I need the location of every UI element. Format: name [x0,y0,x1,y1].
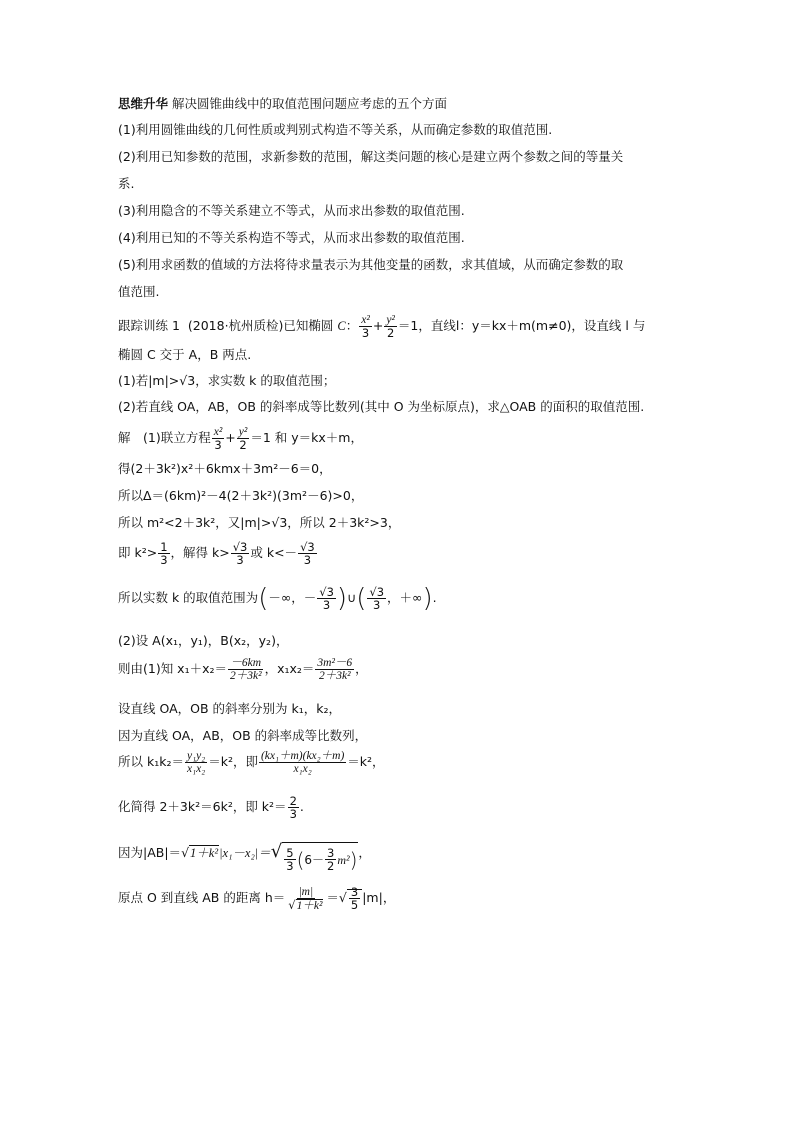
line-equation: l：y＝kx＋m(m≠0)，设直线 l 与 [455,318,646,333]
solution-step-4: 所以 m²<2＋3k²，又|m|>√3，所以 2＋3k²>3， [118,515,401,530]
question-1: (1)若|m|>√3，求实数 k 的取值范围； [118,373,336,388]
summary-point-5a: (5)利用求函数的值域的方法将待求量表示为其他变量的函数，求其值域，从而确定参数的取 [118,257,624,272]
summary-title: 思维升华 [118,96,169,111]
summary-point-3: (3)利用隐含的不等关系建立不等式，从而求出参数的取值范围. [118,203,465,218]
summary-subtitle: 解决圆锥曲线中的取值范围问题应考虑的五个方面 [172,96,448,111]
summary-heading [118,96,447,112]
summary-point-2b: 系. [118,176,135,191]
solution-step-7: (2)设 A(x₁，y₁)，B(x₂，y₂)， [118,633,289,648]
exercise-line-2: 椭圆 C 交于 A，B 两点. [118,347,252,362]
question-2: (2)若直线 OA，AB，OB 的斜率成等比数列(其中 O 为坐标原点)，求△OAB 的面积的取值范围. [118,399,645,414]
solution-step-9: 设直线 OA，OB 的斜率分别为 k₁，k₂， [118,701,342,716]
summary-point-2a: (2)利用已知参数的范围，求新参数的范围，解这类问题的核心是建立两个参数之间的等量关 [118,149,624,164]
solution-step-12: 化简得 2＋3k²＝6k²，即 k²＝ $\frac{2}{3}$ . [118,794,304,821]
exercise-statement: 跟踪训练 1 (2018·杭州质检)已知椭圆 C： $\frac{\text{x²}}{3}$ + $\frac{\text{y²}}{2}$ ＝1，直线l：y＝kx＋m(m≠0)，设直线 l 与 [118,314,646,340]
solution-step-14: 原点 O 到直线 AB 的距离 h＝ $\frac{|m|}{\text{√1＋k²}}$ ＝√ $\frac{3}{5}$ |m|， [118,885,396,912]
solution-step-2: 得(2＋3k²)x²＋6kmx＋3m²－6＝0， [118,461,332,476]
solution-step-10: 因为直线 OA，AB，OB 的斜率成等比数列， [118,728,368,743]
summary-point-4: (4)利用已知的不等关系构造不等式，从而求出参数的取值范围. [118,230,465,245]
ellipse-fraction-y: $\frac{\text{y²}}{2}$ [386,314,395,340]
solution-step-13: 因为|AB|＝√1＋k²|x₁－x₂|＝√ $\frac{5}{3}$ ( 6－ $\frac{3}{2}$ m² ) ， [118,835,371,877]
solution-step-1: 解 (1)联立方程 $\frac{\text{x²}}{3}$ + $\frac{\text{y²}}{2}$ ＝1 和 y＝kx＋m， [118,426,363,452]
solution-step-3: 所以Δ＝(6km)²－4(2＋3k²)(3m²－6)>0， [118,488,364,503]
solution-step-11: 所以 k₁k₂＝ $\frac{\text{y₁y₂}}{\text{x₁x₂}}$ ＝k²，即 $\frac{\text{(kx₁＋m)(kx₂＋m)}}{\text{x₁x₂}}$ ＝k²， [118,750,385,775]
solution-step-6: 所以实数 k 的取值范围为(－∞，－ $\frac{√3}{3}$ )∪( $\frac{√3}{3}$ ，＋∞). [118,583,437,614]
ellipse-fraction-x: $\frac{\text{x²}}{3}$ [361,314,370,340]
solution-step-8: 则由(1)知 x₁＋x₂＝ $\frac{-6km}{\text{2＋3k²}}$ ，x₁x₂＝ $\frac{\text{3m²－6}}{\text{2＋3k²}}$ ， [118,657,368,682]
solution-step-5: 即 k²> $\frac{1}{3}$ ，解得 k> $\frac{√3}{3}$ 或 k<－ $\frac{√3}{3}$ [118,540,315,567]
summary-point-1: (1)利用圆锥曲线的几何性质或判别式构造不等关系，从而确定参数的取值范围. [118,122,553,137]
exercise-source: (2018·杭州质检)已知椭圆 [187,318,334,333]
exercise-label: 跟踪训练 1 [118,318,180,333]
summary-point-5b: 值范围. [118,284,160,299]
